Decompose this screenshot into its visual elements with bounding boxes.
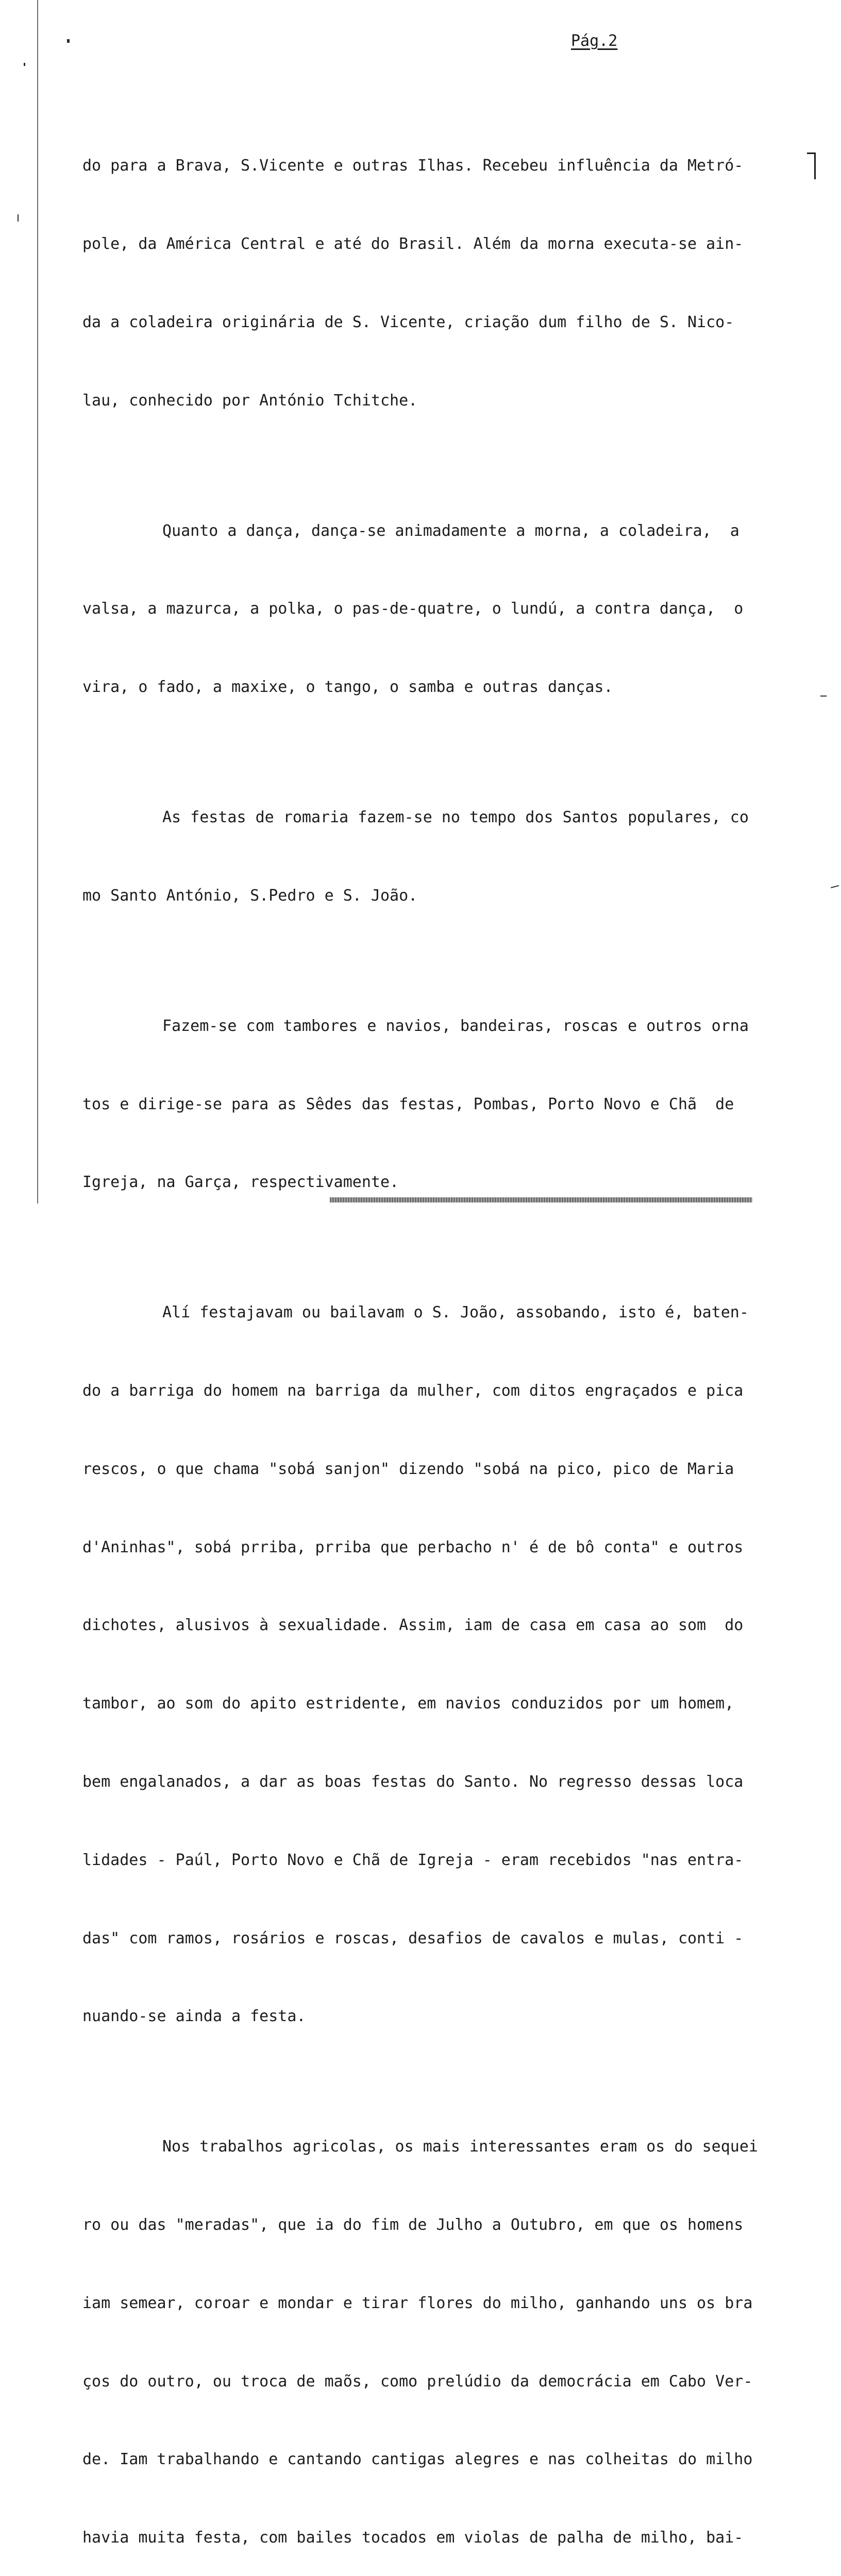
margin-mark <box>24 63 25 66</box>
text-line: Nos trabalhos agricolas, os mais interessantes eram os do sequei <box>162 2138 758 2156</box>
text-line: iam semear, coroar e mondar e tirar flores do milho, ganhando uns os bra <box>82 2294 753 2312</box>
text-line: As festas de romaria fazem-se no tempo dos Santos populares, co <box>162 808 749 827</box>
scan-edge-mark <box>330 1197 752 1202</box>
margin-dash <box>831 885 839 888</box>
paragraph <box>82 961 825 1248</box>
text-line: rescos, o que chama "sobá sanjon" dizendo "sobá na pico, pico de Maria <box>82 1460 734 1478</box>
paragraph <box>82 753 825 961</box>
text-line: do a barriga do homem na barriga da mulher, com ditos engraçados e pica <box>82 1382 744 1400</box>
text-line: Alí festajavam ou bailavam o S. João, assobando, isto é, baten- <box>162 1303 749 1322</box>
text-line: de. Iam trabalhando e cantando cantigas alegres e nas colheitas do milho <box>82 2450 753 2469</box>
text-line: tos e dirige-se para as Sêdes das festas, Pombas, Porto Novo e Chã de <box>82 1095 734 1113</box>
text-line: tambor, ao som do apito estridente, em navios conduzidos por um homem, <box>82 1694 734 1713</box>
text-line: pole, da América Central e até do Brasil. Além da morna executa-se ain- <box>82 234 744 253</box>
text-line: ro ou das "meradas", que ia do fim de Julho a Outubro, em que os homens <box>82 2216 744 2234</box>
text-line: do para a Brava, S.Vicente e outras Ilhas. Recebeu influência da Metró- <box>82 157 744 175</box>
text-line: lidades - Paúl, Porto Novo e Chã de Igreja - eram recebidos "nas entra- <box>82 1851 744 1869</box>
text-line: mo Santo António, S.Pedro e S. João. <box>82 886 418 905</box>
page-number: Pág.2 <box>571 32 618 50</box>
margin-mark <box>18 214 19 222</box>
text-line: Fazem-se com tambores e navios, bandeiras, roscas e outros orna <box>162 1016 749 1035</box>
paragraph <box>82 101 825 466</box>
margin-mark <box>67 39 70 43</box>
text-line: havia muita festa, com bailes tocados em violas de palha de milho, bai- <box>82 2529 744 2547</box>
text-line: ços do outro, ou troca de maõs, como prelúdio da democrácia em Cabo Ver- <box>82 2372 753 2391</box>
text-line: dichotes, alusivos à sexualidade. Assim, iam de casa em casa ao som do <box>82 1616 744 1635</box>
text-line: das" com ramos, rosários e roscas, desafios de cavalos e mulas, conti - <box>82 1929 744 1947</box>
text-line: valsa, a mazurca, a polka, o pas-de-quatre, o lundú, a contra dança, o <box>82 600 744 618</box>
paragraph <box>82 1248 825 2082</box>
text-line: lau, conhecido por António Tchitche. <box>82 391 418 410</box>
text-line: da a coladeira originária de S. Vicente, criação dum filho de S. Nico- <box>82 313 734 331</box>
paragraph <box>82 2082 825 2576</box>
text-line: d'Aninhas", sobá prriba, prriba que perbacho n' é de bô conta" e outros <box>82 1538 744 1556</box>
paragraph <box>82 466 825 753</box>
text-line: Igreja, na Garça, respectivamente. <box>82 1173 399 1192</box>
text-line: vira, o fado, a maxixe, o tango, o samba e outras danças. <box>82 678 613 697</box>
text-line: Quanto a dança, dança-se animadamente a morna, a coladeira, a <box>162 521 739 540</box>
text-line: nuando-se ainda a festa. <box>82 2007 306 2026</box>
document-body <box>82 101 825 2576</box>
left-margin-line <box>37 0 38 1204</box>
text-line: bem engalanados, a dar as boas festas do Santo. No regresso dessas loca <box>82 1773 744 1791</box>
